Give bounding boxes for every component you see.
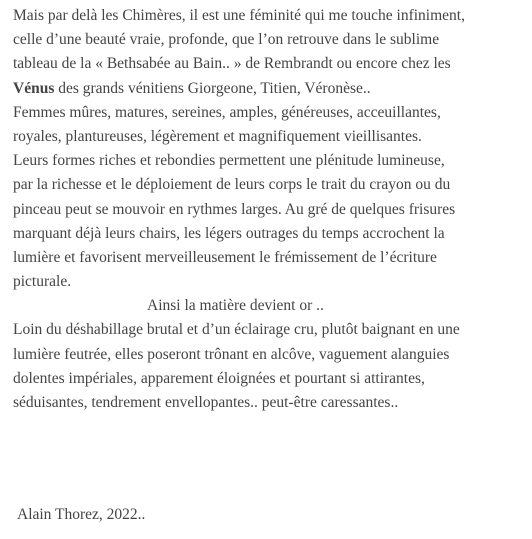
text-line: picturale. bbox=[13, 273, 72, 291]
text-line: celle d’une beauté vraie, profonde, que l’on retrouve dans le sublime bbox=[13, 31, 440, 49]
text-line: royales, plantureuses, légèrement et magnifiquement vieillisantes. bbox=[13, 127, 422, 145]
author-signature: Alain Thorez, 2022.. bbox=[17, 506, 146, 523]
text-line-rest: des grands vénitiens Giorgeone, Titien, Véronèse.. bbox=[54, 79, 371, 97]
text-line: Leurs formes riches et rebondies permettent une plénitude lumineuse, bbox=[13, 152, 445, 170]
text-line: séduisantes, tendrement envellopantes.. peut-être caressantes.. bbox=[13, 394, 399, 411]
text-line-indented: Ainsi la matière devient or .. bbox=[147, 297, 324, 315]
text-line: Loin du déshabillage brutal et d’un éclairage cru, plutôt baignant en une bbox=[13, 321, 460, 339]
text-line: tableau de la « Bethsabée au Bain.. » de Rembrandt ou encore chez les bbox=[13, 55, 451, 73]
text-line: lumière feutrée, elles poseront trônant en alcôve, vaguement alanguies bbox=[13, 345, 450, 363]
text-line: par la richesse et le déploiement de leurs corps le trait du crayon ou du bbox=[13, 176, 451, 194]
poem-text-block bbox=[13, 4, 531, 415]
text-line: dolentes impériales, apparement éloignées et pourtant si attirantes, bbox=[13, 369, 425, 387]
text-line: lumière et favorisent merveilleusement le frémissement de l’écriture bbox=[13, 248, 437, 266]
text-line: Mais par delà les Chimères, il est une féminité qui me touche infiniment, bbox=[13, 7, 465, 24]
text-line: pinceau peut se mouvoir en rythmes larges. Au gré de quelques frisures bbox=[13, 200, 456, 218]
text-line: Femmes mûres, matures, sereines, amples, généreuses, acceuillantes, bbox=[13, 103, 441, 121]
text-line bbox=[13, 77, 531, 101]
text-line: marquant déjà leurs chairs, les légers outrages du temps accrochent la bbox=[13, 224, 445, 242]
venus-bold-word: Vénus bbox=[13, 79, 55, 97]
